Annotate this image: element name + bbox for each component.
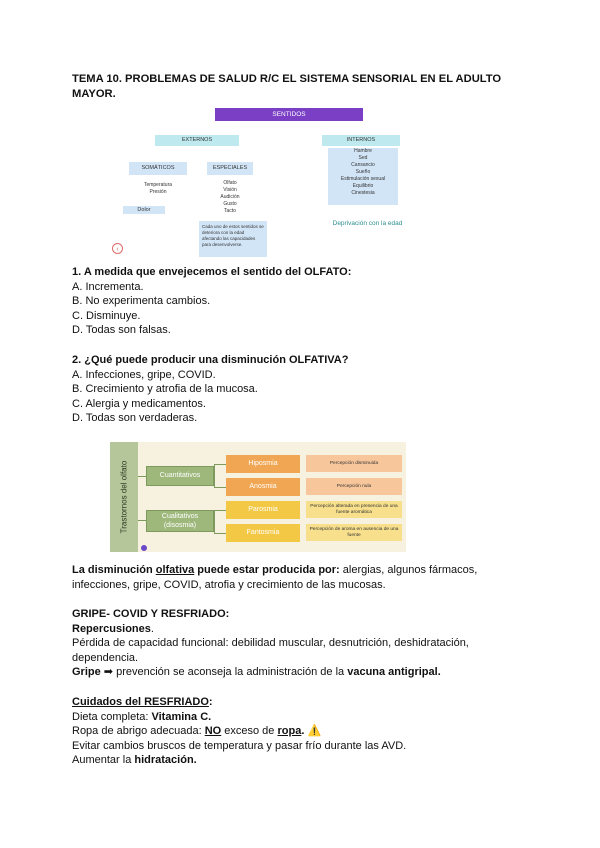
page-title: TEMA 10. PROBLEMAS DE SALUD R/C EL SISTEMA SENSORIAL EN EL ADULTO MAYOR. [72, 73, 502, 100]
def-hiposmia: Percepción disminuida [306, 455, 402, 472]
back-arrow-icon: ‹ [112, 243, 123, 254]
repercussions-text: Pérdida de capacidad funcional: debilidad muscular, desnutrición, deshidratación, dependencia. [72, 637, 469, 664]
repercussions-label: Repercusiones [72, 622, 151, 635]
special-list: Olfato Visión Audición Gusto Tacto [220, 180, 240, 214]
question-2-text: 2. ¿Qué puede producir una disminución OLFATIVA? [72, 354, 349, 366]
q2-option-d: D. Todas son verdaderas. [72, 412, 198, 425]
deprivation-label: Deprivación con la edad [332, 220, 403, 227]
term-anosmia: Anosmia [226, 478, 300, 496]
special-senses: ESPECIALES [207, 162, 253, 175]
q2-option-b: B. Crecimiento y atrofia de la mucosa. [72, 383, 258, 396]
internal-senses: INTERNOS [322, 135, 400, 146]
def-anosmia: Percepción nula [306, 478, 402, 495]
question-2 [72, 353, 348, 426]
quantitative-category: Cuantitativos [146, 466, 214, 486]
q1-option-b: B. No experimenta cambios. [72, 295, 211, 308]
care-clothing: Ropa de abrigo adecuada: NO exceso de ropa. ⚠️ [72, 725, 322, 738]
disorders-side-bar [110, 442, 138, 552]
flu-heading: GRIPE- COVID Y RESFRIADO: [72, 608, 230, 620]
question-1-text: 1. A medida que envejecemos el sentido del OLFATO: [72, 266, 352, 278]
q1-option-c: C. Disminuye. [72, 309, 141, 322]
question-1 [72, 265, 351, 338]
smell-disorders-diagram [110, 442, 406, 552]
q1-option-a: A. Incrementa. [72, 280, 144, 293]
flu-section: GRIPE- COVID Y RESFRIADO: Repercusiones. Pérdida de capacidad funcional: debilidad muscular, desnutrición, deshidratación, dependencia. Gripe ➡ prevención se aconseja la administración de la vacuna antigripal. [72, 607, 532, 680]
internal-list: Hambre Sed Cansancio Sueño Estimulación sexual Equilibrio Cinestesia [328, 148, 398, 205]
somatic-list: Temperatura Presión [143, 182, 173, 195]
senses-root: SENTIDOS [215, 108, 363, 121]
care-hydration: Aumentar la hidratación. [72, 754, 197, 767]
def-fantosmia: Percepción de aroma en ausencia de una fuente [306, 524, 402, 541]
warning-icon: ⚠️ [307, 725, 322, 738]
pain-box: Dolor [123, 206, 165, 214]
term-hiposmia: Hiposmia [226, 455, 300, 473]
term-fantosmia: Fantosmia [226, 524, 300, 542]
term-parosmia: Parosmia [226, 501, 300, 519]
flu-prevention: Gripe ➡ prevención se aconseja la administración de la vacuna antigripal. [72, 666, 441, 679]
external-senses: EXTERNOS [155, 135, 239, 146]
qualitative-category: Cualitativos (disosmia) [146, 510, 214, 532]
q2-option-a: A. Infecciones, gripe, COVID. [72, 368, 216, 381]
causes-paragraph: La disminución olfativa puede estar producida por: alergias, algunos fármacos, infecciones, gripe, COVID, atrofia y crecimiento de las mucosas. [72, 564, 478, 591]
care-temperature: Evitar cambios bruscos de temperatura y pasar frío durante las AVD. [72, 739, 407, 752]
cold-care-section [72, 695, 532, 768]
senses-diagram [115, 108, 415, 260]
q2-option-c: C. Alergia y medicamentos. [72, 397, 206, 410]
arrow-right-icon: ➡ [103, 666, 114, 679]
somatic-senses: SOMÁTICOS [129, 162, 187, 175]
aging-note: Cada uno de estos sentidos se deteriora con la edad afectando las capacidades para desenvolverse. [199, 221, 267, 257]
q1-option-d: D. Todas son falsas. [72, 324, 171, 337]
corner-dot-icon [141, 545, 147, 551]
cold-care-heading: Cuidados del RESFRIADO: [72, 696, 213, 708]
disorders-vertical-label: Trastornos del olfato [119, 460, 129, 534]
def-parosmia: Percepción alterada en presencia de una fuente aromática [306, 501, 402, 518]
care-diet: Dieta completa: Vitamina C. [72, 710, 212, 723]
